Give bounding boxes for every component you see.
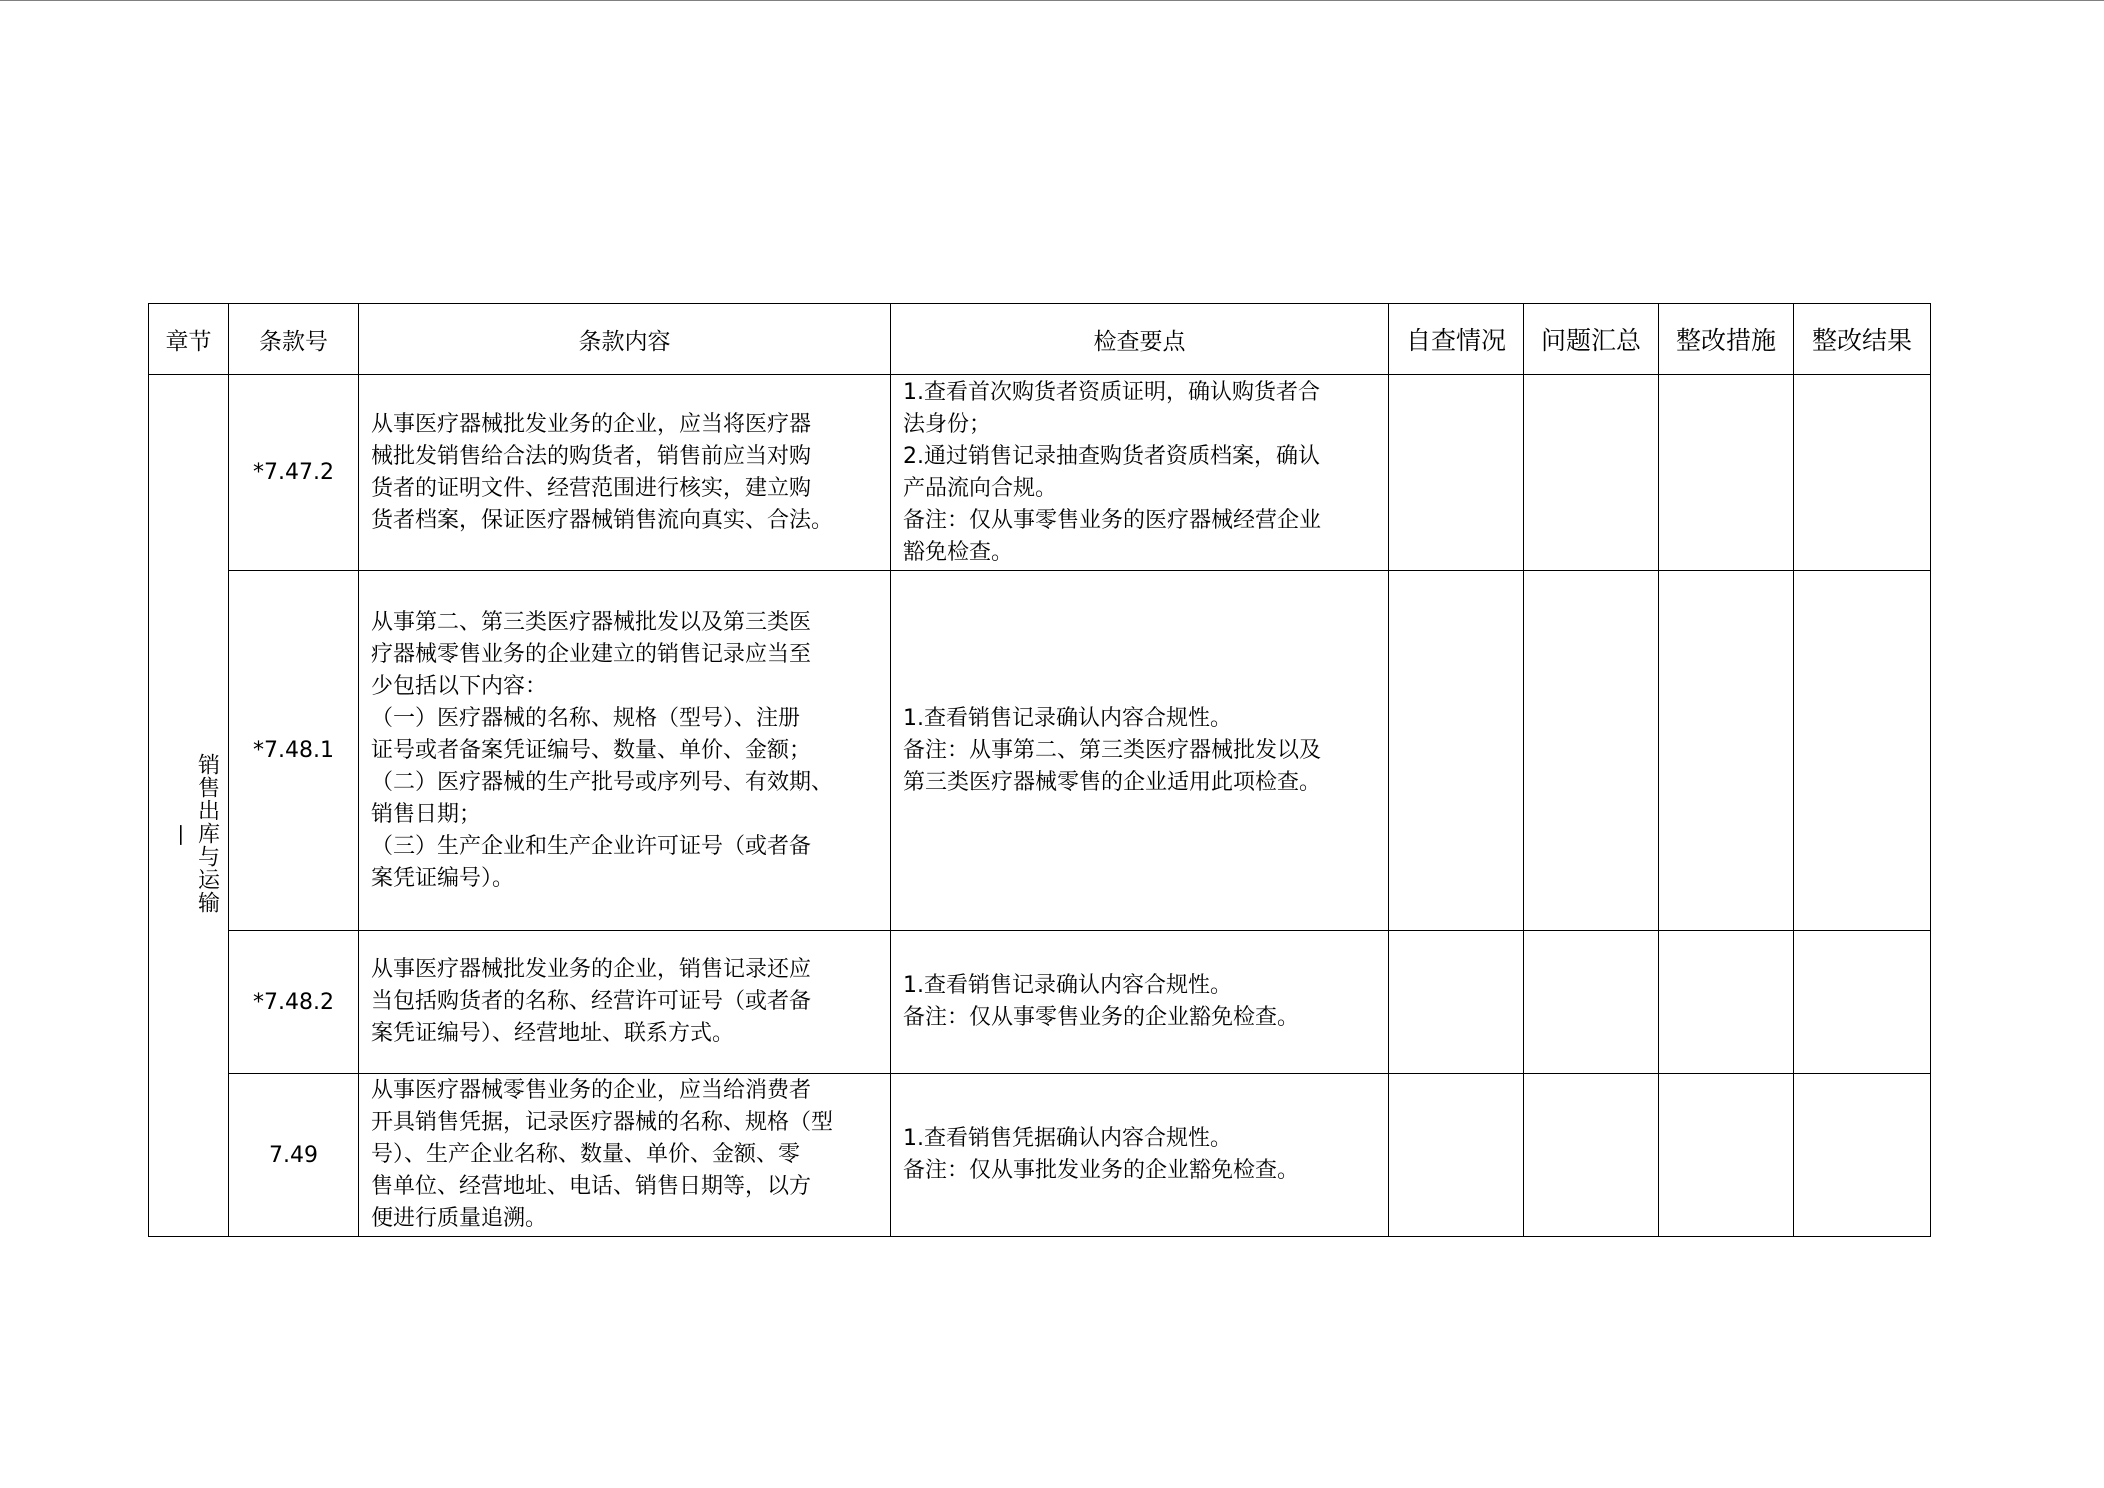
- self-check-cell[interactable]: [1389, 931, 1524, 1074]
- check-points-cell: [891, 375, 1389, 571]
- clause-content-line: 开具销售凭据，记录医疗器械的名称、规格（型: [371, 1110, 834, 1135]
- header-chapter: 章节: [149, 304, 229, 375]
- clause-content-line: 案凭证编号）、经营地址、联系方式。: [371, 1021, 735, 1046]
- clause-content-cell: [359, 1074, 891, 1237]
- clause-content-line: 疗器械零售业务的企业建立的销售记录应当至: [371, 641, 812, 667]
- clause-number: 7.49: [229, 1074, 359, 1237]
- table-row: [149, 571, 1931, 931]
- issue-summary-cell[interactable]: [1524, 1074, 1659, 1237]
- clause-content-line: 从事第二、第三类医疗器械批发以及第三类医: [371, 609, 812, 635]
- page-top-rule: [0, 0, 2104, 1]
- clause-number: *7.47.2: [229, 375, 359, 571]
- clause-content-cell: [359, 375, 891, 571]
- check-point-line: 1.查看销售记录确认内容合规性。: [903, 705, 1232, 731]
- header-issue-summary: 问题汇总: [1524, 304, 1659, 375]
- clause-content-line: 售单位、经营地址、电话、销售日期等，以方: [371, 1174, 812, 1199]
- rectification-measures-cell[interactable]: [1659, 571, 1794, 931]
- table-row: [149, 1074, 1931, 1237]
- check-point-line: 备注：仅从事零售业务的医疗器械经营企业: [903, 507, 1322, 533]
- clause-content-line: （一）医疗器械的名称、规格（型号）、注册: [371, 705, 801, 731]
- table-row: [149, 931, 1931, 1074]
- rectification-measures-cell[interactable]: [1659, 375, 1794, 571]
- chapter-label: 销售出库与运输 —: [168, 753, 220, 914]
- issue-summary-cell[interactable]: [1524, 931, 1659, 1074]
- check-point-line: 2.通过销售记录抽查购货者资质档案，确认: [903, 443, 1320, 469]
- clause-content-line: 号）、生产企业名称、数量、单价、金额、零: [371, 1142, 801, 1167]
- header-clause-content: 条款内容: [359, 304, 891, 375]
- check-point-line: 豁免检查。: [903, 539, 1014, 565]
- clause-content-line: 从事医疗器械批发业务的企业，销售记录还应: [371, 957, 812, 982]
- clause-content-cell: [359, 931, 891, 1074]
- rectification-result-cell[interactable]: [1794, 1074, 1931, 1237]
- chapter-cell: [149, 375, 229, 1237]
- clause-content-line: 少包括以下内容：: [371, 673, 548, 699]
- clause-content-line: 货者的证明文件、经营范围进行核实，建立购: [371, 475, 812, 501]
- check-point-line: 第三类医疗器械零售的企业适用此项检查。: [903, 769, 1322, 795]
- self-check-cell[interactable]: [1389, 375, 1524, 571]
- header-rectification-measures: 整改措施: [1659, 304, 1794, 375]
- header-clause-no: 条款号: [229, 304, 359, 375]
- check-point-line: 备注：仅从事零售业务的企业豁免检查。: [903, 1005, 1300, 1030]
- issue-summary-cell[interactable]: [1524, 375, 1659, 571]
- clause-content-line: （二）医疗器械的生产批号或序列号、有效期、: [371, 769, 834, 795]
- check-points-cell: [891, 931, 1389, 1074]
- header-row: [149, 304, 1931, 375]
- check-points-cell: [891, 1074, 1389, 1237]
- check-point-line: 备注：从事第二、第三类医疗器械批发以及: [903, 737, 1322, 763]
- issue-summary-cell[interactable]: [1524, 571, 1659, 931]
- clause-number: *7.48.2: [229, 931, 359, 1074]
- clause-number: *7.48.1: [229, 571, 359, 931]
- clause-content-cell: [359, 571, 891, 931]
- inspection-checklist-table: [148, 303, 1931, 1237]
- check-points-cell: [891, 571, 1389, 931]
- rectification-result-cell[interactable]: [1794, 375, 1931, 571]
- rectification-result-cell[interactable]: [1794, 571, 1931, 931]
- check-point-line: 产品流向合规。: [903, 475, 1058, 501]
- check-point-line: 备注：仅从事批发业务的企业豁免检查。: [903, 1158, 1300, 1183]
- header-self-check: 自查情况: [1389, 304, 1524, 375]
- rectification-measures-cell[interactable]: [1659, 1074, 1794, 1237]
- clause-content-line: 货者档案，保证医疗器械销售流向真实、合法。: [371, 507, 834, 533]
- header-rectification-result: 整改结果: [1794, 304, 1931, 375]
- clause-content-line: 械批发销售给合法的购货者，销售前应当对购: [371, 443, 812, 469]
- clause-content-line: 便进行质量追溯。: [371, 1206, 548, 1231]
- clause-content-line: 案凭证编号）。: [371, 865, 515, 891]
- clause-content-line: 从事医疗器械零售业务的企业，应当给消费者: [371, 1078, 812, 1103]
- self-check-cell[interactable]: [1389, 1074, 1524, 1237]
- table-row: [149, 375, 1931, 571]
- self-check-cell[interactable]: [1389, 571, 1524, 931]
- clause-content-line: 证号或者备案凭证编号、数量、单价、金额；: [371, 737, 812, 763]
- rectification-measures-cell[interactable]: [1659, 931, 1794, 1074]
- clause-content-line: （三）生产企业和生产企业许可证号（或者备: [371, 833, 812, 859]
- check-point-line: 法身份；: [903, 411, 992, 437]
- check-point-line: 1.查看首次购货者资质证明，确认购货者合: [903, 379, 1320, 405]
- clause-content-line: 当包括购货者的名称、经营许可证号（或者备: [371, 989, 812, 1014]
- clause-content-line: 从事医疗器械批发业务的企业，应当将医疗器: [371, 411, 812, 437]
- clause-content-line: 销售日期；: [371, 801, 482, 827]
- rectification-result-cell[interactable]: [1794, 931, 1931, 1074]
- header-check-points: 检查要点: [891, 304, 1389, 375]
- check-point-line: 1.查看销售凭据确认内容合规性。: [903, 1126, 1232, 1151]
- check-point-line: 1.查看销售记录确认内容合规性。: [903, 973, 1232, 998]
